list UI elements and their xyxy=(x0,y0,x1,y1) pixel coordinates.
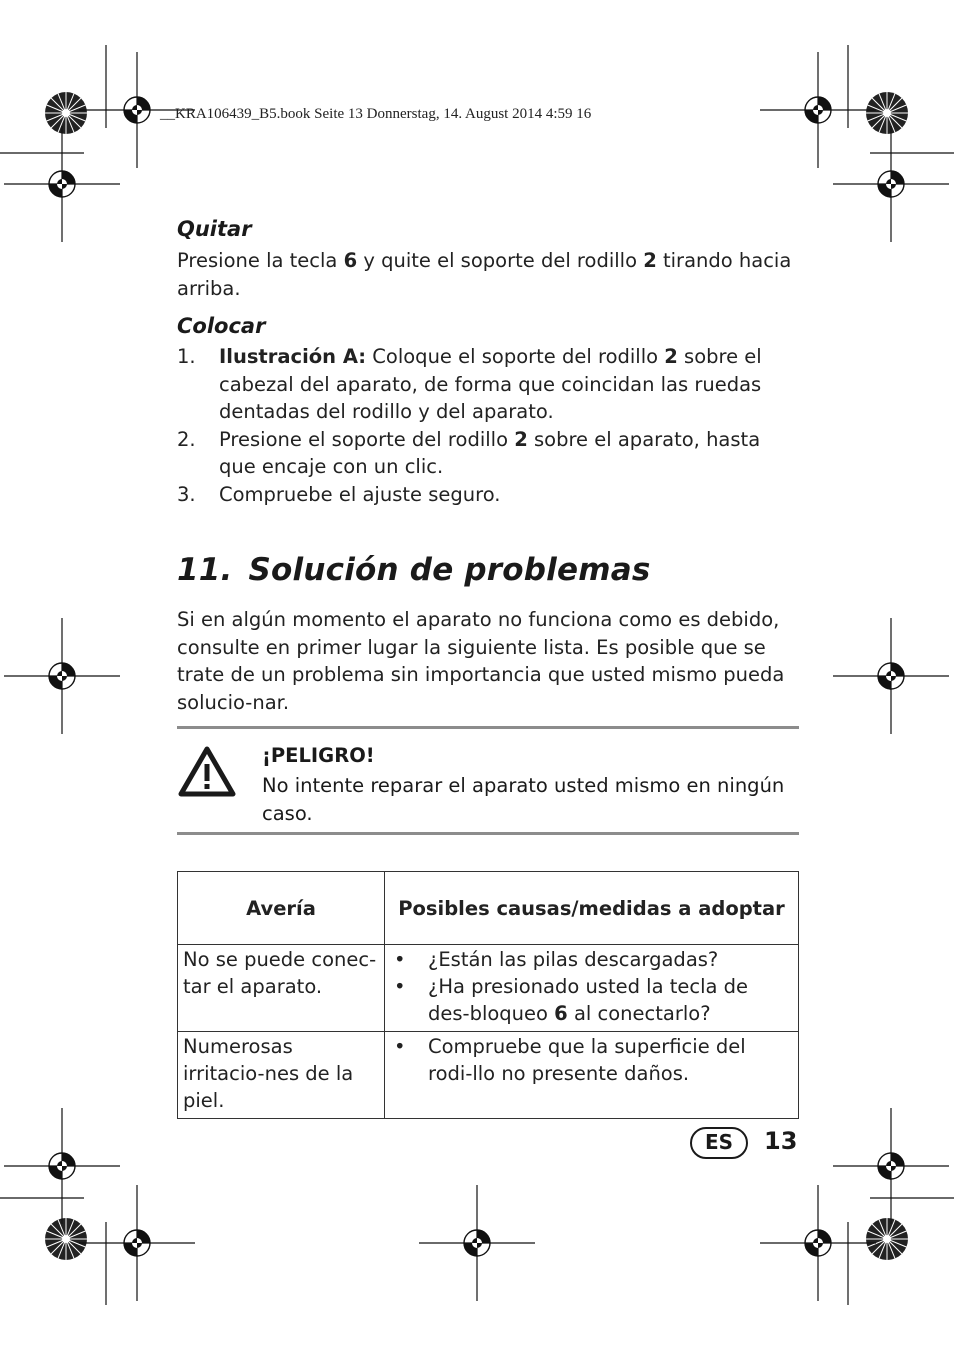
page-number: 13 xyxy=(764,1127,798,1155)
language-badge: ES xyxy=(690,1127,748,1159)
step-text: Compruebe el ajuste seguro. xyxy=(219,482,501,506)
step-text xyxy=(219,343,802,426)
section-title xyxy=(177,552,651,588)
warning-triangle-icon xyxy=(178,745,236,797)
step-number-ref: 2 xyxy=(514,427,528,451)
section-number: 11. xyxy=(177,552,233,588)
warning-top-rule xyxy=(177,726,799,729)
header-causes: Posibles causas/medidas a adoptar xyxy=(385,872,799,945)
warning-text: No intente reparar el aparato usted mismo en ningún caso. xyxy=(262,774,785,825)
colocar-heading: Colocar xyxy=(177,314,266,338)
quitar-text-1: Presione la tecla xyxy=(177,249,344,272)
step-text-part: Presione el soporte del rodillo xyxy=(219,427,515,451)
step-text-part: sobre el cabezal del aparato, de forma que coincidan las ruedas dentadas del rodillo y del aparato. xyxy=(219,345,762,423)
quitar-paragraph xyxy=(177,247,802,302)
quitar-roller-number: 2 xyxy=(643,249,657,272)
bullet-text: ¿Están las pilas descargadas? xyxy=(428,948,719,971)
print-header: __KRA106439_B5.book Seite 13 Donnerstag, 14. August 2014 4:59 16 xyxy=(160,106,592,122)
warning-title: ¡PELIGRO! xyxy=(262,744,375,767)
causes-cell xyxy=(385,1032,799,1119)
step-number: 1. xyxy=(177,345,196,368)
section-title-text: Solución de problemas xyxy=(248,552,651,588)
troubleshooting-table xyxy=(177,871,799,1119)
step-text xyxy=(219,426,802,481)
section-intro: Si en algún momento el aparato no funciona como es debido, consulte en primer lugar la siguiente lista. Es posible que se trate de un problema sin importancia que usted mismo pueda solucio-nar. xyxy=(177,608,785,714)
step-number-ref: 2 xyxy=(664,345,678,368)
step-number: 2. xyxy=(177,427,196,451)
quitar-text-3: tirando hacia arriba. xyxy=(177,249,792,300)
bullet-text: Compruebe que la superficie del rodi-llo no presente daños. xyxy=(428,1035,746,1085)
step-bold-label: Ilustración A: xyxy=(219,345,367,368)
step-text-part: sobre el aparato, hasta que encaje con un clic. xyxy=(219,427,761,478)
table-row xyxy=(178,945,799,1032)
warning-bottom-rule xyxy=(177,832,799,835)
colocar-steps xyxy=(177,343,802,508)
fault-cell: No se puede conec-tar el aparato. xyxy=(178,945,385,1032)
quitar-text-2: y quite el soporte del rodillo xyxy=(357,249,644,272)
causes-cell xyxy=(385,945,799,1032)
header-fault: Avería xyxy=(178,872,385,945)
list-item xyxy=(390,973,793,1027)
bullet-number-ref: 6 xyxy=(554,1002,568,1025)
list-item xyxy=(177,481,802,509)
quitar-key-number: 6 xyxy=(343,249,358,272)
list-item xyxy=(390,1033,793,1087)
fault-cell: Numerosas irritacio-nes de la piel. xyxy=(178,1032,385,1119)
list-item xyxy=(390,946,793,973)
table-header-row xyxy=(178,872,799,945)
step-text-part: Coloque el soporte del rodillo xyxy=(366,345,665,368)
table-row xyxy=(178,1032,799,1119)
bullet: • xyxy=(394,948,406,971)
quitar-heading: Quitar xyxy=(177,217,252,241)
bullet: • xyxy=(394,975,406,998)
bullet-text-part: ¿Ha presionado usted la tecla de des-bloqueo xyxy=(428,975,749,1025)
bullet: • xyxy=(394,1035,406,1058)
bullet-text xyxy=(428,973,793,1027)
bullet-text-part: al conectarlo? xyxy=(567,1002,711,1025)
list-item xyxy=(177,343,802,426)
list-item xyxy=(177,426,802,481)
step-number: 3. xyxy=(177,482,196,506)
